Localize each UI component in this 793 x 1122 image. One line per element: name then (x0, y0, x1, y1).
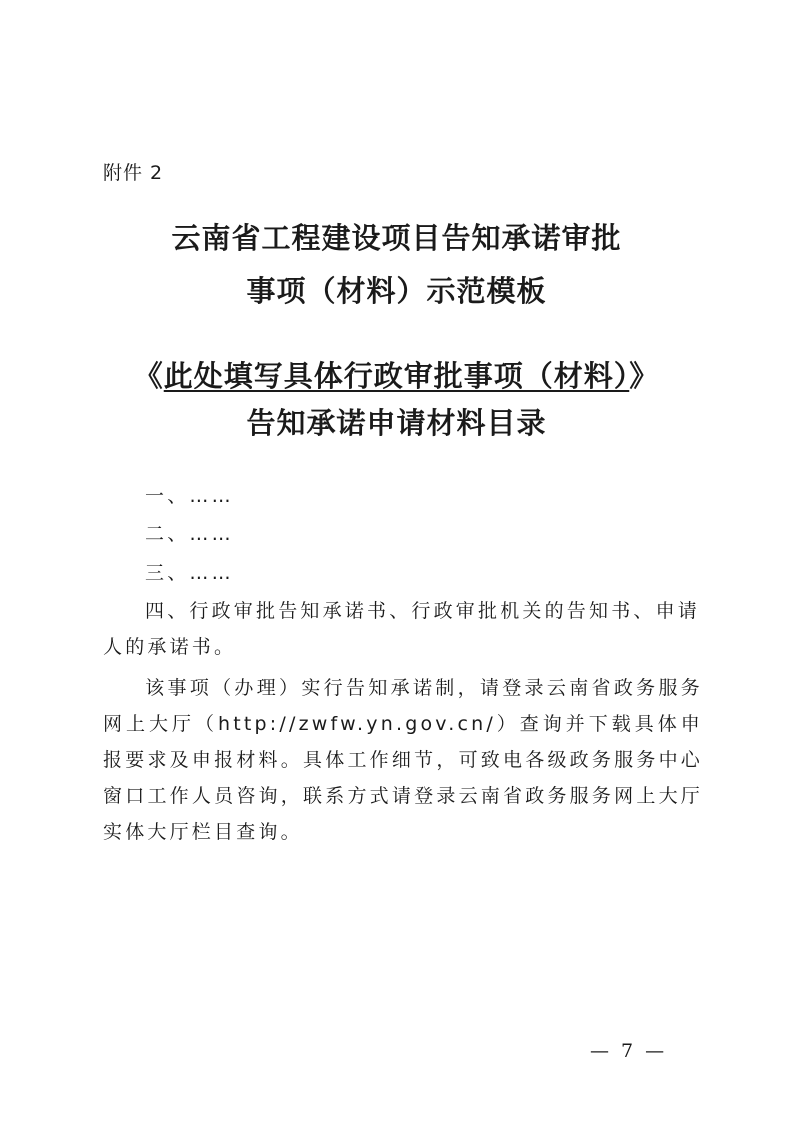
subtitle-line-2: 告知承诺申请材料目录 (246, 406, 547, 440)
list-item-text: 四、行政审批告知承诺书、行政审批机关的告知书、申请人的承诺书。 (103, 600, 701, 658)
page-number: — 7 — (590, 1040, 668, 1062)
title-line-1: 云南省工程建设项目告知承诺审批 (171, 221, 622, 255)
list-item: 二、…… (145, 523, 234, 545)
body-paragraph (103, 670, 703, 850)
attachment-label: 附件 2 (103, 162, 164, 184)
subtitle-line-1 (0, 359, 793, 393)
body-paragraph-text: 该事项（办理）实行告知承诺制，请登录云南省政务服务网上大厅（http://zwfw.yn.gov.cn/）查询并下载具体申报要求及申报材料。具体工作细节，可致电各级政务服务中心窗口工作人员咨询，联系方式请登录云南省政务服务网上大厅实体大厅栏目查询。 (103, 677, 703, 843)
subtitle-open-bracket: 《 (133, 359, 164, 393)
list-item (103, 593, 703, 665)
list-item: 三、…… (145, 562, 234, 584)
list-item: 一、…… (145, 485, 234, 507)
title-line-2: 事项（材料）示范模板 (246, 274, 547, 308)
subtitle-close-bracket: 》 (629, 359, 660, 393)
subtitle-placeholder: 此处填写具体行政审批事项（材料） (163, 359, 630, 393)
